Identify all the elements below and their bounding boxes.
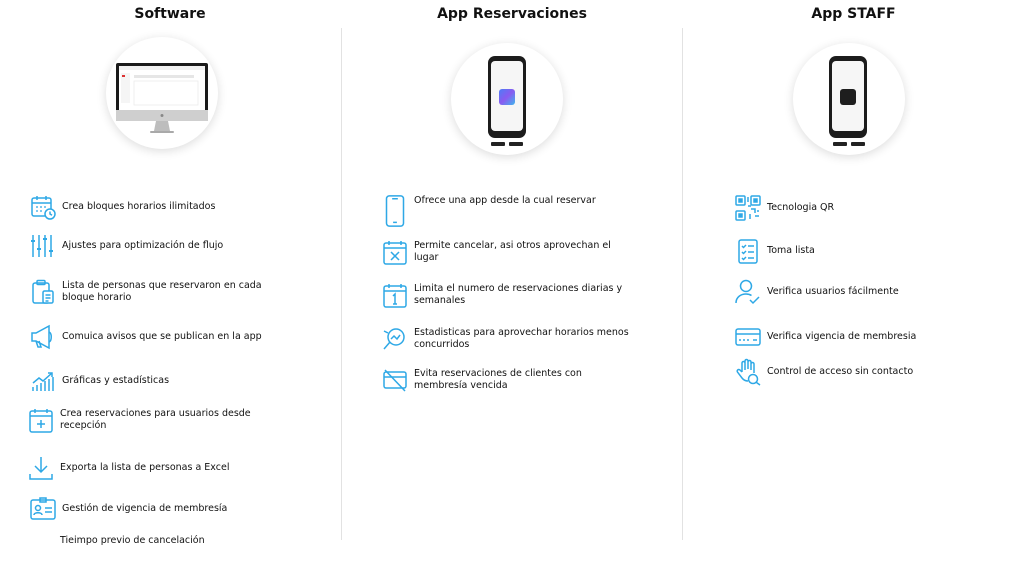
app-store-badge — [491, 142, 505, 146]
list-item — [733, 322, 916, 352]
clipboard-list-icon — [28, 277, 58, 307]
desktop-monitor-icon — [106, 37, 218, 149]
user-check-icon — [733, 277, 763, 307]
smartphone-image — [829, 56, 867, 138]
sliders-icon — [28, 231, 58, 261]
list-item — [58, 535, 205, 548]
calendar-plus-icon — [26, 405, 56, 435]
app-logo-icon — [499, 89, 515, 105]
calendar-x-icon — [380, 237, 410, 267]
checklist-icon — [733, 236, 763, 266]
feature-text: Control de acceso sin contacto — [767, 365, 914, 377]
list-item — [380, 365, 629, 395]
feature-text: Toma lista — [767, 244, 815, 256]
software-title: Software — [134, 6, 206, 22]
smartphone-image — [488, 56, 526, 138]
feature-text: Estadisticas para aprovechar horarios menos concurridos — [414, 326, 629, 350]
list-item — [380, 324, 629, 354]
qr-code-icon — [733, 193, 763, 223]
card-icon — [733, 322, 763, 352]
feature-text: Ajustes para optimización de flujo — [62, 239, 224, 251]
feature-text: Gráficas y estadísticas — [62, 374, 170, 386]
list-item — [28, 277, 272, 307]
reservaciones-column — [342, 0, 682, 569]
list-item — [28, 192, 215, 222]
feature-text: Exporta la lista de personas a Excel — [60, 461, 230, 473]
feature-text: Evita reservaciones de clientes con membresía vencida — [414, 367, 582, 391]
reservaciones-title: App Reservaciones — [437, 6, 587, 22]
bar-chart-icon — [28, 366, 58, 396]
staff-column — [683, 0, 1024, 569]
list-item — [380, 193, 596, 229]
feature-text: Limita el numero de reservaciones diarias y semanales — [414, 282, 623, 306]
feature-text: Comuica avisos que se publican en la app — [62, 330, 262, 342]
play-store-badge — [851, 142, 865, 146]
list-item — [733, 193, 834, 223]
play-store-badge — [509, 142, 523, 146]
app-logo-icon — [840, 89, 856, 105]
feature-text: Tieimpo previo de cancelación — [60, 535, 205, 546]
list-item — [26, 453, 229, 483]
feature-text: Tecnologia QR — [767, 201, 835, 213]
calendar-one-icon — [380, 280, 410, 310]
feature-text: Crea bloques horarios ilimitados — [62, 200, 216, 212]
list-item — [28, 322, 262, 352]
list-item — [28, 366, 169, 396]
feature-text: Gestión de vigencia de membresía — [62, 502, 228, 514]
list-item — [733, 357, 913, 387]
id-card-icon — [28, 494, 58, 524]
card-crossed-icon — [380, 365, 410, 395]
chart-search-icon — [380, 324, 410, 354]
hand-touch-icon — [733, 357, 763, 387]
software-image-circle — [106, 37, 218, 149]
calendar-clock-icon — [28, 192, 58, 222]
list-item — [380, 237, 629, 267]
staff-image-circle — [793, 43, 905, 155]
list-item — [733, 277, 899, 307]
list-item — [26, 405, 270, 435]
megaphone-icon — [28, 322, 58, 352]
feature-text: Ofrece una app desde la cual reservar — [414, 195, 596, 206]
feature-text: Verifica vigencia de membresia — [767, 330, 917, 342]
list-item — [380, 280, 629, 310]
list-item — [733, 236, 815, 266]
feature-text: Verifica usuarios fácilmente — [767, 285, 899, 297]
app-store-badge — [833, 142, 847, 146]
list-item — [28, 231, 223, 261]
software-column — [0, 0, 340, 569]
feature-text: Lista de personas que reservaron en cada bloque horario — [62, 279, 262, 303]
feature-text: Crea reservaciones para usuarios desde recepción — [60, 407, 251, 431]
list-item — [28, 494, 227, 524]
feature-text: Permite cancelar, asi otros aprovechan el lugar — [414, 239, 611, 263]
smartphone-icon — [380, 193, 410, 229]
reservaciones-image-circle — [451, 43, 563, 155]
staff-title: App STAFF — [811, 6, 896, 22]
download-icon — [26, 453, 56, 483]
